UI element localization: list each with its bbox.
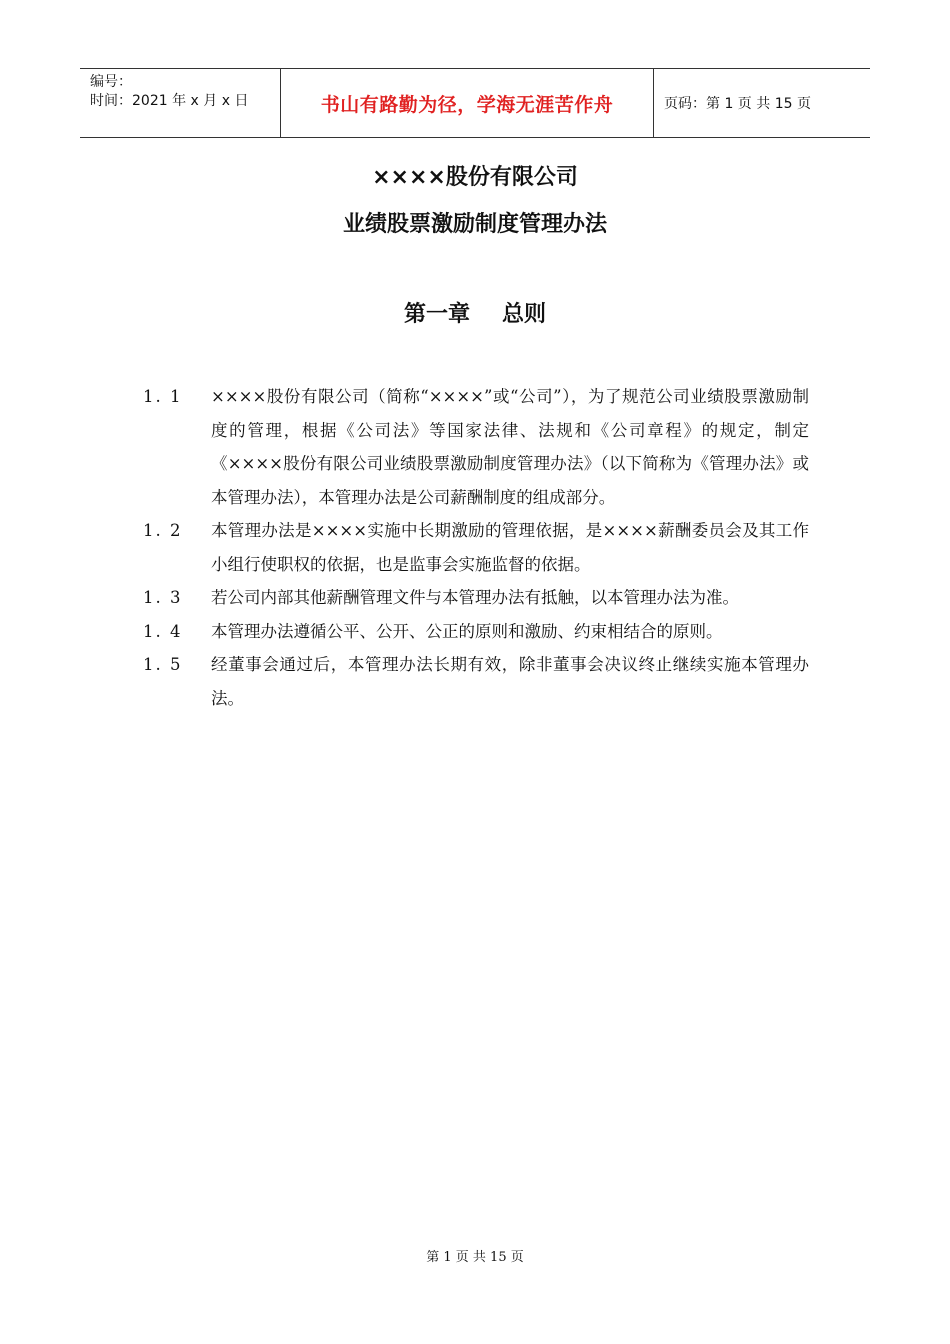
clause-number: 1. 4 xyxy=(143,621,183,641)
chapter-heading xyxy=(0,297,950,328)
clause-list xyxy=(143,380,823,715)
chapter-name: 总则 xyxy=(502,302,547,327)
clause-item xyxy=(143,380,823,514)
chapter-number: 第一章 xyxy=(403,302,470,327)
clause-item xyxy=(143,581,823,615)
header-page-info-cell xyxy=(654,69,870,137)
company-title: ××××股份有限公司 xyxy=(372,165,578,190)
header-motto: 书山有路勤为径，学海无涯苦作舟 xyxy=(320,93,614,116)
clause-text: 经董事会通过后，本管理办法长期有效，除非董事会决议终止继续实施本管理办法。 xyxy=(211,655,809,708)
page-footer: 第 1 页 共 15 页 xyxy=(426,1250,524,1265)
header-time-label: 时间：2021 年 x 月 x 日 xyxy=(90,93,249,109)
header-code-label: 编号： xyxy=(90,74,132,90)
clause-number: 1. 3 xyxy=(143,588,183,607)
clause-number: 1. 5 xyxy=(143,655,183,674)
document-title: 业绩股票激励制度管理办法 xyxy=(342,212,607,237)
clause-item xyxy=(143,514,823,581)
clause-text: 若公司内部其他薪酬管理文件与本管理办法有抵触，以本管理办法为准。 xyxy=(211,588,739,607)
clause-number: 1. 1 xyxy=(143,387,183,406)
clause-item xyxy=(143,615,823,649)
clause-number: 1. 2 xyxy=(143,521,183,540)
clause-text: 本管理办法是××××实施中长期激励的管理依据，是××××薪酬委员会及其工作小组行使职权的依据，也是监事会实施监督的依据。 xyxy=(211,521,809,574)
header-meta-cell xyxy=(80,69,281,137)
clause-text: ××××股份有限公司（简称“××××”或“公司”），为了规范公司业绩股票激励制度的管理，根据《公司法》等国家法律、法规和《公司章程》的规定，制定《××××股份有限公司业绩股票激励制度管理办法》（以下简称为《管理办法》或本管理办法），本管理办法是公司薪酬制度的组成部分。 xyxy=(211,387,809,507)
clause-item xyxy=(143,648,823,715)
page-header xyxy=(80,68,870,138)
header-motto-cell xyxy=(281,69,654,137)
header-page-info: 页码：第 1 页 共 15 页 xyxy=(664,96,811,112)
clause-text: 本管理办法遵循公平、公开、公正的原则和激励、约束相结合的原则。 xyxy=(211,621,723,641)
